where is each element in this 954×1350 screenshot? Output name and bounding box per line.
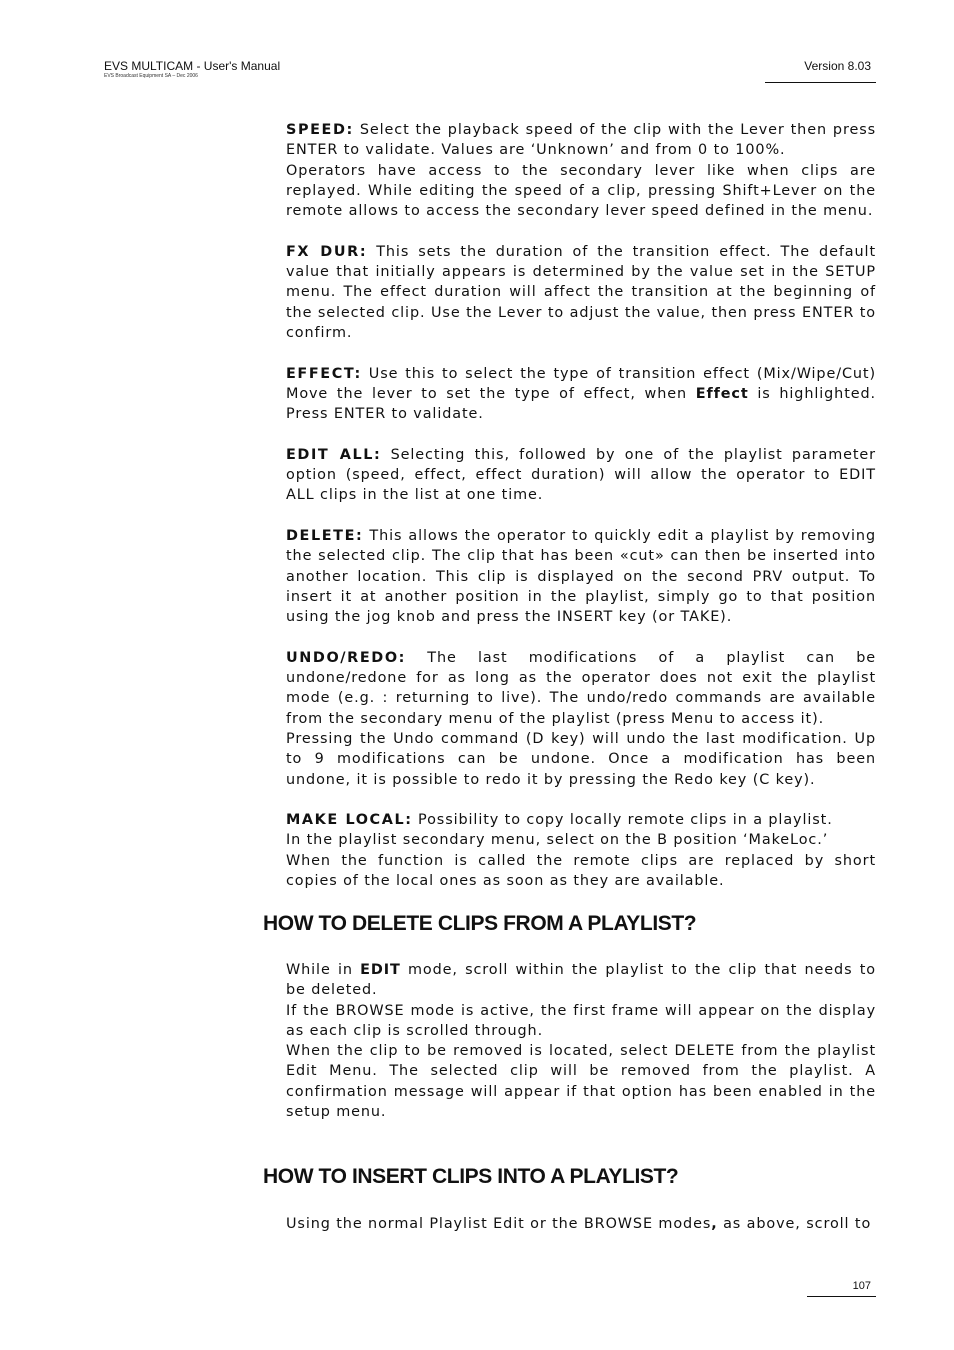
fxdur-text: This sets the duration of the transition effect. The default value that initially appears is determined by the value set in the SETUP menu. The effect duration will affect the transition at the beginning of the selected clip. Use the Lever to adjust the value, then press ENTER to confirm.: [286, 243, 876, 341]
makelocal-text-2: In the playlist secondary menu, select on the B position ‘MakeLoc.’: [286, 832, 829, 849]
insert-clips-text: [286, 1214, 876, 1234]
delete-clips-text: [286, 960, 876, 1122]
makelocal-text-3: When the function is called the remote clips are replaced by short copies of the local ones as soon as they are available.: [286, 852, 876, 889]
insert-p1-comma: ,: [711, 1216, 718, 1232]
makelocal-label: MAKE LOCAL:: [286, 812, 413, 829]
effect-text-b: is highlighted. Press ENTER to validate.: [286, 385, 876, 423]
heading-delete-clips: HOW TO DELETE CLIPS FROM A PLAYLIST?: [263, 912, 697, 935]
delete-p1-b: mode, scroll within the playlist to the clip that needs to be deleted.: [286, 962, 876, 999]
insert-p1-b: as above, scroll to: [717, 1216, 872, 1232]
item-edit-all: [286, 445, 876, 506]
running-header: [104, 59, 280, 80]
editall-label: EDIT ALL:: [286, 446, 382, 463]
speed-text: Select the playback speed of the clip with the Lever then press ENTER to validate. Values are ‘Unknown’ and from 0 to 100%.: [286, 122, 876, 159]
makelocal-text: Possibility to copy locally remote clips in a playlist.: [412, 812, 833, 829]
item-make-local: [286, 810, 876, 891]
delete-p3: When the clip to be removed is located, select DELETE from the playlist Edit Menu. The selected clip will be removed from the playlist. A confirmation message will appear if that option has been enabled in the setup menu.: [286, 1043, 876, 1121]
fxdur-label: FX DUR:: [286, 243, 368, 260]
undoredo-text-2: Pressing the Undo command (D key) will undo the last modification. Up to 9 modifications can be undone. Once a modification has been undone, it is possible to redo it by pressing the Redo key (C key).: [286, 730, 876, 788]
item-speed: [286, 120, 876, 221]
editall-text: Selecting this, followed by one of the playlist parameter option (speed, effect, effect duration) will allow the operator to EDIT ALL clips in the list at one time.: [286, 446, 876, 504]
effect-label: EFFECT:: [286, 365, 362, 382]
speed-text-2: Operators have access to the secondary lever like when clips are replayed. While editing the speed of a clip, pressing Shift+Lever on the remote allows to access the secondary lever speed defined in the menu.: [286, 162, 876, 220]
delete-p2: If the BROWSE mode is active, the first frame will appear on the display as each clip is scrolled through.: [286, 1002, 876, 1039]
speed-label: SPEED:: [286, 122, 354, 138]
delete-clips-body: [286, 960, 876, 1122]
item-effect: [286, 364, 876, 425]
insert-clips-body: [286, 1214, 876, 1234]
company-line: EVS Broadcast Equipment SA – Dec 2006: [104, 73, 198, 79]
footer-rule: [807, 1296, 876, 1297]
effect-text-a: Use this to select the type of transition effect (Mix/Wipe/Cut) Move the lever to set the type of effect, when: [286, 365, 876, 402]
item-delete: [286, 526, 876, 627]
item-undo-redo: [286, 648, 876, 790]
manual-title: EVS MULTICAM - User's Manual: [104, 59, 281, 73]
delete-p1-keyword: EDIT: [360, 962, 401, 978]
insert-p1-a: Using the normal Playlist Edit or the BROWSE modes: [286, 1216, 712, 1232]
option-list: [286, 120, 876, 912]
item-fx-dur: [286, 242, 876, 343]
undoredo-text: The last modifications of a playlist can be undone/redone for as long as the operator does not exit the playlist mode (e.g. : returning to live). The undo/redo commands are available from the secondary menu of the playlist (press Menu to access it).: [286, 649, 876, 727]
page-number: 107: [852, 1280, 871, 1292]
undoredo-label: UNDO/REDO:: [286, 649, 407, 666]
header-rule: [765, 82, 876, 83]
version-label: Version 8.03: [804, 59, 871, 73]
heading-insert-clips: HOW TO INSERT CLIPS INTO A PLAYLIST?: [263, 1165, 679, 1188]
delete-text: This allows the operator to quickly edit a playlist by removing the selected clip. The clip that has been «cut» can then be inserted into another location. This clip is displayed on the second PRV output. To insert it at another position in the playlist, simply go to that position using the jog knob and press the INSERT key (or TAKE).: [286, 527, 876, 626]
delete-label: DELETE:: [286, 527, 364, 544]
effect-keyword: Effect: [695, 385, 749, 402]
delete-p1-a: While in: [286, 962, 361, 978]
